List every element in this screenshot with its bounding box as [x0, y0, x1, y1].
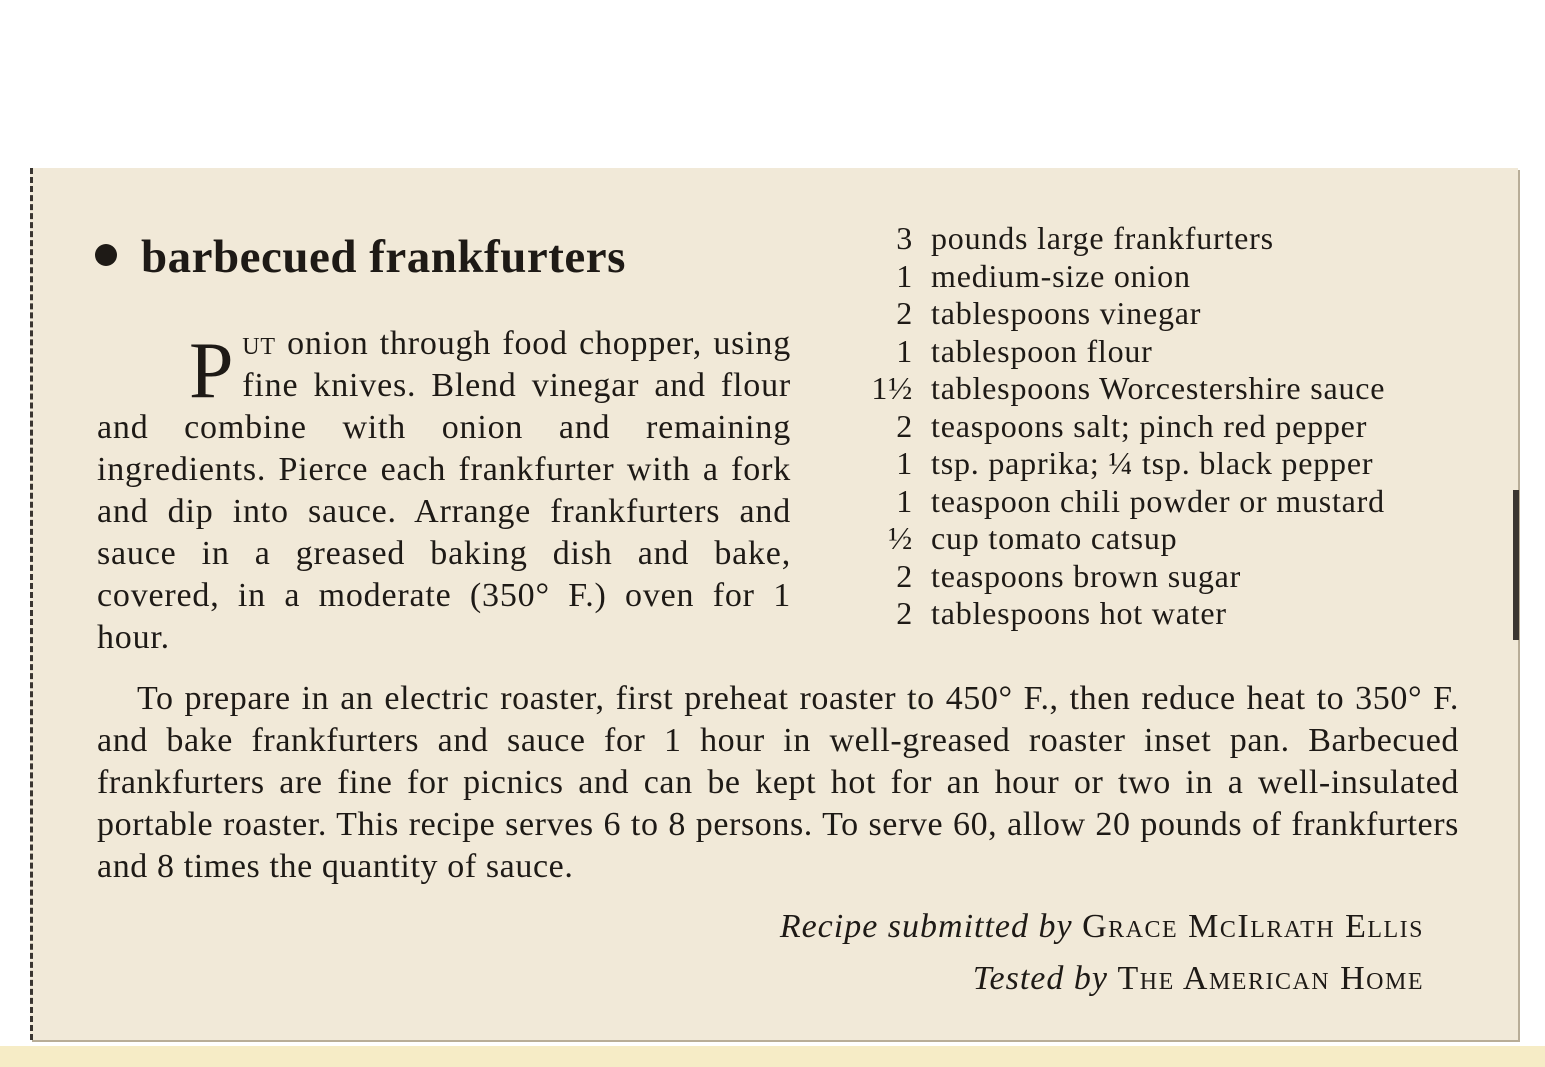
ingredient-qty: 2 [896, 295, 913, 331]
ingredient-item: tablespoons hot water [931, 595, 1227, 631]
ingredient-row [853, 520, 1385, 558]
ingredient-qty: 2 [896, 595, 913, 631]
ingredient-qty: ½ [888, 520, 913, 556]
bullet-icon [95, 244, 117, 266]
ingredient-qty: 2 [896, 407, 913, 444]
submitted-label: Recipe submitted by [779, 908, 1073, 945]
ingredient-row [853, 370, 1385, 408]
recipe-card [30, 168, 1518, 1040]
ingredient-item: tablespoon flour [931, 332, 1153, 369]
submitted-credit [780, 908, 1424, 946]
ingredient-row [853, 595, 1385, 633]
drop-cap: P [189, 327, 235, 415]
ingredient-row [853, 258, 1385, 296]
method-paragraph [97, 323, 791, 659]
ingredient-qty: 1½ [871, 370, 913, 406]
ingredient-item: medium-size onion [931, 257, 1191, 294]
ingredient-qty: 1 [896, 482, 913, 519]
tested-credit [973, 960, 1424, 998]
tested-name: The American Home [1117, 960, 1424, 997]
ingredient-row [853, 333, 1385, 371]
ingredient-row [853, 220, 1385, 258]
card-edge-shadow [1513, 490, 1519, 640]
ingredient-item: teaspoon chili powder or mustard [931, 482, 1385, 519]
ingredient-row [853, 408, 1385, 446]
ingredient-item: tablespoons Worcestershire sauce [931, 370, 1386, 406]
ingredient-row [853, 295, 1385, 333]
recipe-title-text: barbecued frankfurters [141, 231, 626, 283]
roaster-paragraph: To prepare in an electric roaster, first preheat roaster to 450° F., then reduce heat to 350° F. and bake frankfurters and sauce for 1 hour in well-greased roaster inset pan. Barbecued frankfurters are fine for picnics and can be kept hot for an hour or two in a well-insulated portable roaster. This recipe serves 6 to 8 persons. To serve 60, allow 20 pounds of frankfurters and 8 times the quantity of sauce. [97, 680, 1459, 885]
submitted-name: Grace McIlrath Ellis [1082, 908, 1424, 945]
ingredient-item: teaspoons brown sugar [931, 557, 1242, 594]
ingredients-list [853, 220, 1385, 633]
ingredient-row [853, 445, 1385, 483]
ingredient-item: tablespoons vinegar [931, 295, 1202, 331]
ingredient-qty: 1 [896, 332, 913, 369]
ingredient-row [853, 558, 1385, 596]
ingredient-item: pounds large frankfurters [931, 220, 1274, 256]
ingredient-item: cup tomato catsup [931, 520, 1178, 556]
ingredient-qty: 2 [896, 557, 913, 594]
method-text: onion through food chopper, using fine knives. Blend vinegar and flour and combine with onion and remaining ingredients. Pierce each frankfurter with a fork and dip into sauce. Arrange frankfurters and sauce in a greased baking dish and bake, covered, in a moderate (350° F.) oven for 1 hour. [97, 325, 791, 656]
tested-label: Tested by [972, 960, 1108, 997]
ingredient-item: teaspoons salt; pinch red pepper [931, 407, 1368, 444]
scan-background-strip [0, 1046, 1545, 1067]
method-smallcaps: ut [242, 325, 276, 362]
recipe-title [95, 230, 626, 284]
ingredient-row [853, 483, 1385, 521]
ingredient-item: tsp. paprika; ¼ tsp. black pepper [931, 445, 1374, 481]
ingredient-qty: 3 [896, 220, 913, 256]
ingredient-qty: 1 [896, 257, 913, 294]
ingredient-qty: 1 [896, 445, 913, 481]
